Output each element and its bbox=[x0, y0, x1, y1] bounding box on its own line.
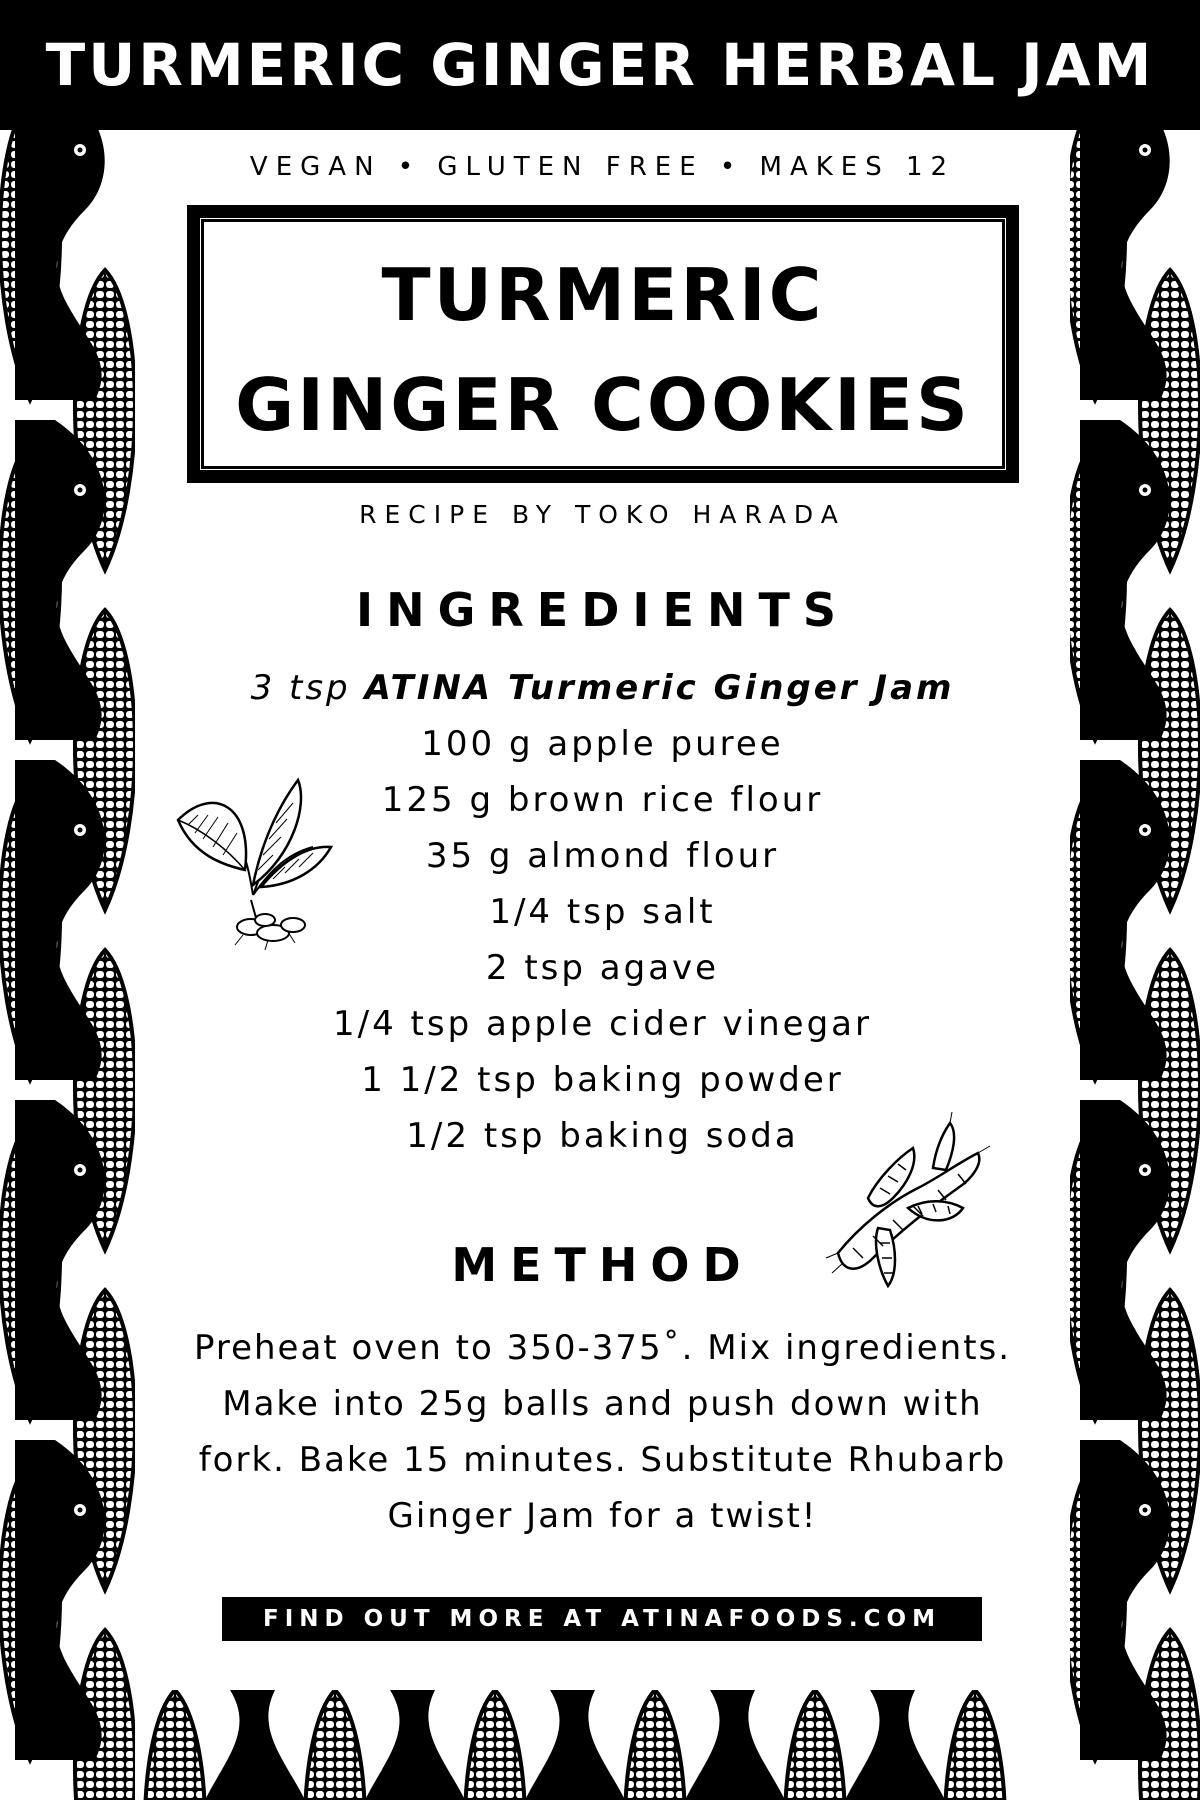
ingredient-item: 1/4 tsp salt bbox=[489, 892, 716, 932]
website-cta-bar[interactable] bbox=[222, 1597, 982, 1641]
recipe-byline: RECIPE BY TOKO HARADA bbox=[359, 500, 846, 529]
top-banner bbox=[0, 0, 1200, 130]
ingredient-featured-product: ATINA Turmeric Ginger Jam bbox=[364, 668, 955, 708]
website-cta-text[interactable]: FIND OUT MORE AT ATINAFOODS.COM bbox=[263, 1606, 941, 1632]
method-text bbox=[155, 1320, 1050, 1544]
ingredients-heading: INGREDIENTS bbox=[356, 583, 849, 637]
ingredient-item: 100 g apple puree bbox=[421, 724, 784, 764]
method-line: fork. Bake 15 minutes. Substitute Rhubarb bbox=[198, 1440, 1007, 1480]
corn-pattern-border-right bbox=[1070, 130, 1200, 1800]
corn-pattern-icon bbox=[0, 130, 135, 1800]
corn-pattern-border-bottom bbox=[135, 1690, 1070, 1800]
turmeric-plant-illustration-icon bbox=[173, 775, 333, 950]
method-heading: METHOD bbox=[451, 1238, 754, 1292]
method-line: Make into 25g balls and push down with bbox=[222, 1384, 983, 1424]
corn-pattern-icon bbox=[135, 1690, 1070, 1800]
ingredient-item: 1/2 tsp baking soda bbox=[406, 1116, 799, 1156]
ingredient-item: 1/4 tsp apple cider vinegar bbox=[333, 1004, 872, 1044]
corn-pattern-icon bbox=[1070, 130, 1200, 1800]
ingredient-featured bbox=[135, 660, 1070, 716]
method-line: Ginger Jam for a twist! bbox=[387, 1496, 818, 1536]
ingredient-item: 2 tsp agave bbox=[485, 948, 720, 988]
recipe-title-line-2: GINGER COOKIES bbox=[235, 363, 971, 447]
recipe-title-box bbox=[187, 205, 1019, 483]
corn-pattern-border-left bbox=[0, 130, 135, 1800]
recipe-title-line-1: TURMERIC bbox=[381, 253, 825, 337]
banner-title: TURMERIC GINGER HERBAL JAM bbox=[45, 31, 1155, 99]
ingredient-item: 125 g brown rice flour bbox=[381, 780, 824, 820]
ingredient-item: 1 1/2 tsp baking powder bbox=[361, 1060, 844, 1100]
recipe-tagline: VEGAN • GLUTEN FREE • MAKES 12 bbox=[249, 152, 956, 182]
recipe-card bbox=[135, 130, 1070, 1690]
ingredient-featured-qty: 3 tsp bbox=[250, 668, 351, 708]
ingredient-item: 35 g almond flour bbox=[425, 836, 780, 876]
method-line: Preheat oven to 350-375˚. Mix ingredients. bbox=[193, 1328, 1012, 1368]
